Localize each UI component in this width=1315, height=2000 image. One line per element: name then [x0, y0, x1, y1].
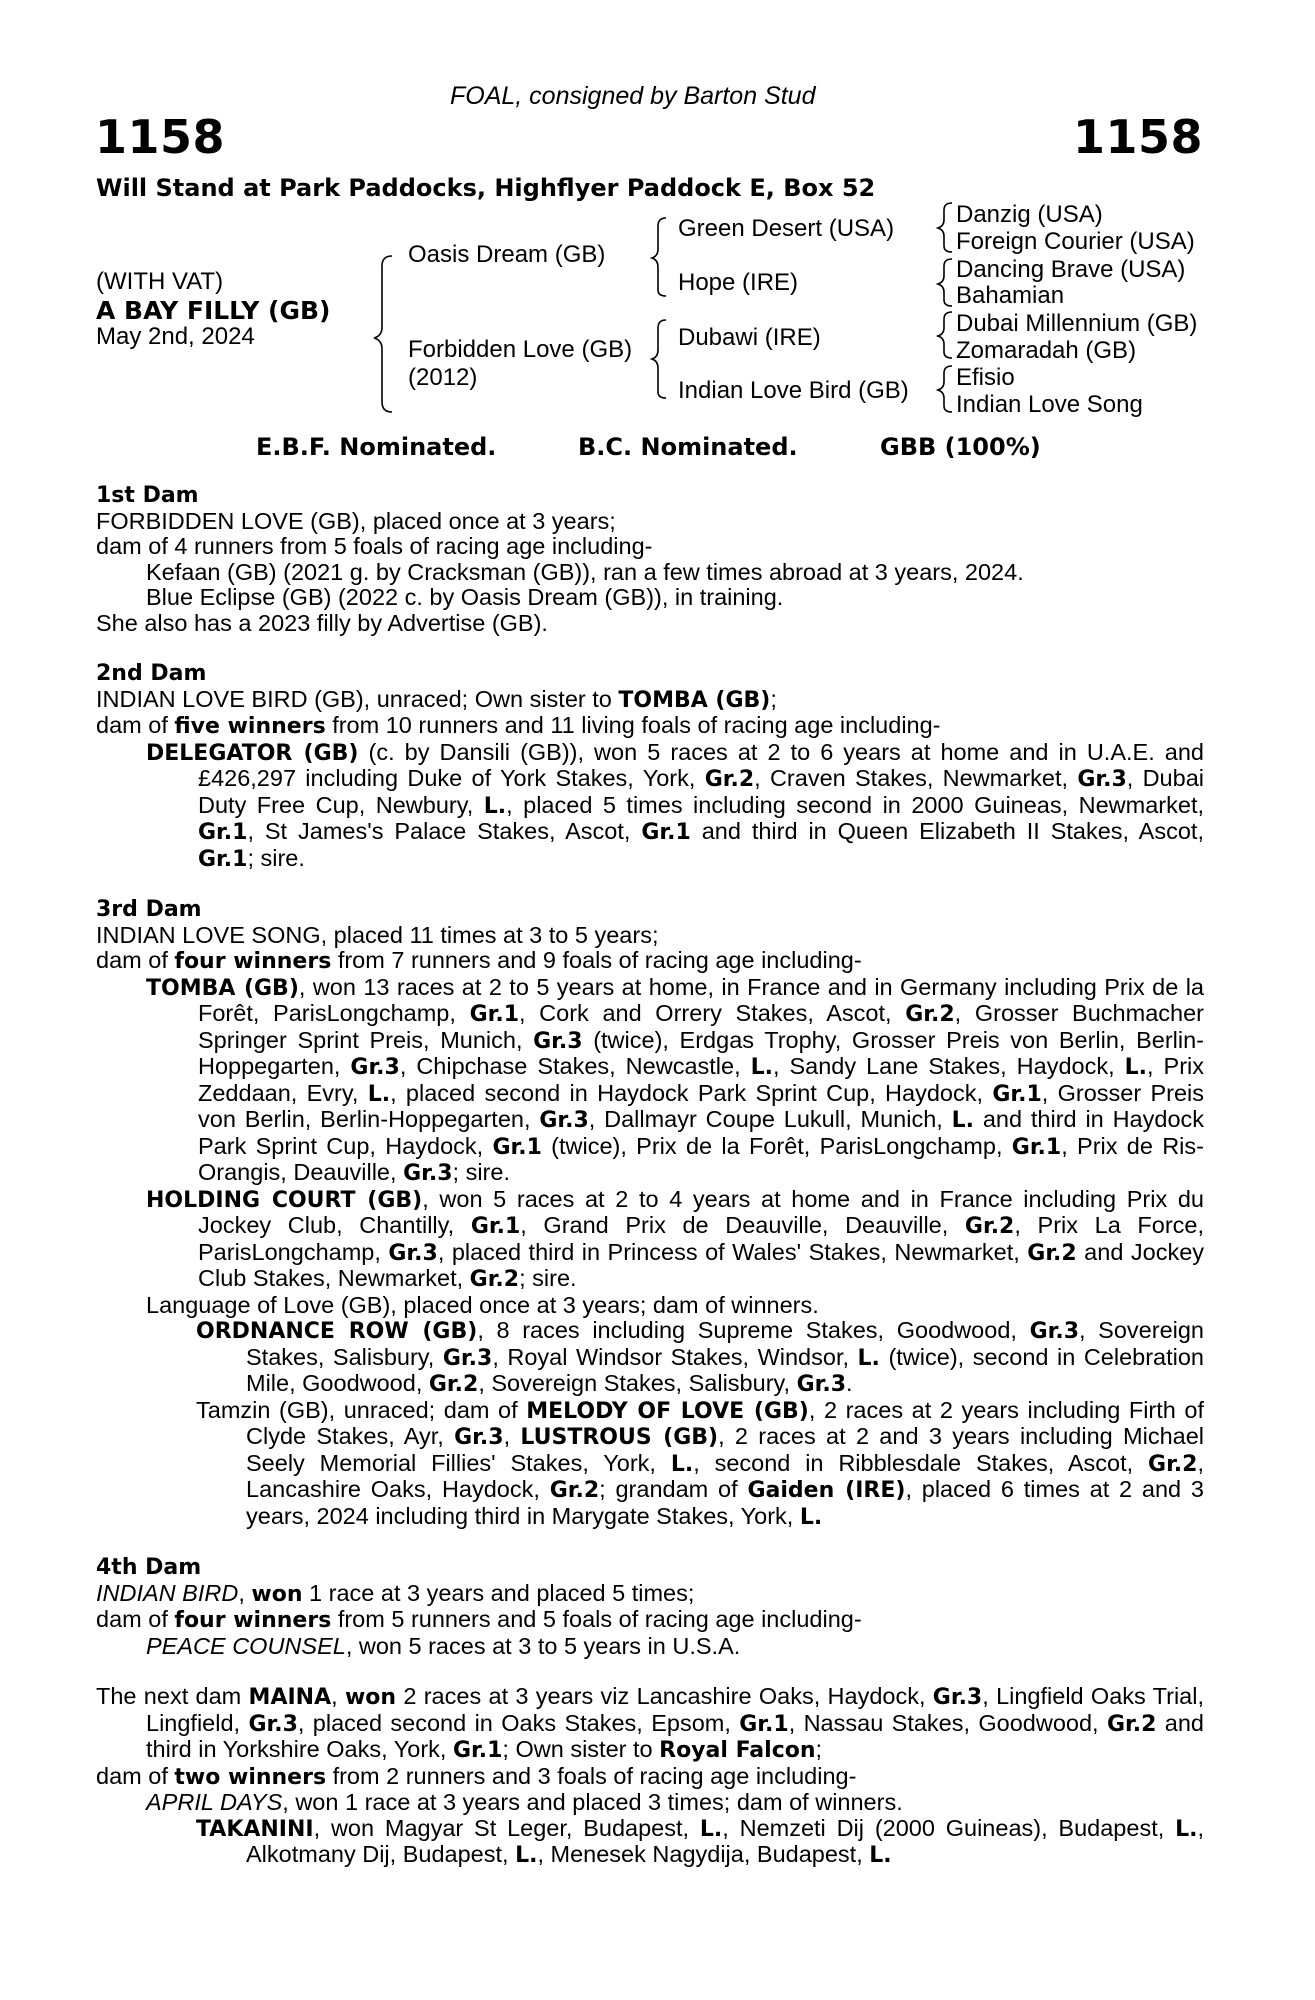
fourth-dam-produce: dam of four winners from 5 runners and 5 foals of racing age including-: [96, 1606, 862, 1633]
bc-nomination: B.C. Nominated.: [578, 433, 798, 461]
gbb-rating: GBB (100%): [880, 433, 1041, 461]
pedigree-gg1: Danzig (USA): [956, 201, 1103, 228]
second-dam-intro: INDIAN LOVE BIRD (GB), unraced; Own sister to TOMBA (GB);: [96, 685, 777, 713]
second-dam-section: [96, 661, 1204, 872]
pedigree-dam-sire: Dubawi (IRE): [678, 324, 821, 351]
first-dam-intro: FORBIDDEN LOVE (GB), placed once at 3 years;: [96, 507, 616, 534]
takanini-entry: TAKANINI, won Magyar St Leger, Budapest, L., Nemzeti Dij (2000 Guineas), Budapest, L., Alkotmany Dij, Budapest, L., Menesek Nagydija, Budapest, L.: [196, 1814, 1204, 1868]
pedigree-sire: Oasis Dream (GB): [408, 241, 606, 268]
pedigree-gg8: Indian Love Song: [956, 391, 1143, 418]
stand-location: Will Stand at Park Paddocks, Highflyer Paddock E, Box 52: [96, 174, 876, 202]
first-dam-produce: dam of 4 runners from 5 foals of racing age including-: [96, 533, 653, 559]
third-dam-section: [96, 897, 1204, 1530]
fourth-dam-section: [96, 1555, 1204, 1659]
ebf-nomination: E.B.F. Nominated.: [256, 433, 497, 461]
pedigree-gg5: Dubai Millennium (GB): [956, 310, 1198, 337]
lot-number-left: 1158: [95, 110, 226, 164]
tamzin-entry: Tamzin (GB), unraced; dam of MELODY OF LOVE (GB), 2 races at 2 years including Firth of Clyde Stakes, Ayr, Gr.3, LUSTROUS (GB), 2 races at 2 and 3 years including Michael Seely Memorial Fillies' Stakes, York, L., second in Ribblesdale Stakes, Ascot, Gr.2, Lancashire Oaks, Haydock, Gr.2; grandam of Gaiden (IRE), placed 6 times at 2 and 3 years, 2024 including third in Marygate Stakes, York, L.: [196, 1396, 1205, 1530]
pedigree-sire-sire: Green Desert (USA): [678, 215, 895, 242]
third-dam-heading: 3rd Dam: [96, 897, 202, 922]
pedigree-gg6: Zomaradah (GB): [956, 337, 1137, 364]
foaling-date: May 2nd, 2024: [96, 323, 255, 350]
next-dam-section: [96, 1684, 1204, 1869]
pedigree-braces: [0, 0, 1315, 440]
vat-status: (WITH VAT): [96, 268, 224, 295]
first-dam-also: She also has a 2023 filly by Advertise (GB).: [96, 609, 548, 636]
third-dam-produce: dam of four winners from 7 runners and 9 foals of racing age including-: [96, 947, 862, 974]
ordnance-row-entry: ORDNANCE ROW (GB), 8 races including Supreme Stakes, Goodwood, Gr.3, Sovereign Stakes, Salisbury, Gr.3, Royal Windsor Stakes, Windsor, L. (twice), second in Celebration Mile, Goodwood, Gr.2, Sovereign Stakes, Salisbury, Gr.3.: [196, 1317, 1205, 1397]
tomba-entry: TOMBA (GB), won 13 races at 2 to 5 years at home, in France and in Germany including Prix de la Forêt, ParisLongchamp, Gr.1, Cork and Orrery Stakes, Ascot, Gr.2, Grosser Buchmacher Springer Sprint Preis, Munich, Gr.3 (twice), Erdgas Trophy, Grosser Preis von Berlin, Berlin-Hoppegarten, Gr.3, Chipchase Stakes, Newcastle, L., Sandy Lane Stakes, Haydock, L., Prix Zeddaan, Evry, L., placed second in Haydock Park Sprint Cup, Haydock, Gr.1, Grosser Preis von Berlin, Berlin-Hoppegarten, Gr.3, Dallmayr Coupe Lukull, Munich, L. and third in Haydock Park Sprint Cup, Haydock, Gr.1 (twice), Prix de la Forêt, ParisLongchamp, Gr.1, Prix de Ris-Orangis, Deauville, Gr.3; sire.: [146, 973, 1205, 1186]
third-dam-intro: INDIAN LOVE SONG, placed 11 times at 3 to 5 years;: [96, 921, 659, 948]
pedigree-dam-year: (2012): [408, 364, 478, 391]
second-dam-heading: 2nd Dam: [96, 661, 207, 686]
first-dam-heading: 1st Dam: [96, 483, 199, 508]
pedigree-dam: Forbidden Love (GB): [408, 336, 633, 363]
pedigree-gg4: Bahamian: [956, 282, 1065, 309]
pedigree-gg7: Efisio: [956, 364, 1015, 391]
holding-court-entry: HOLDING COURT (GB), won 5 races at 2 to 4 years at home and in France including Prix du Jockey Club, Chantilly, Gr.1, Grand Prix de Deauville, Deauville, Gr.2, Prix La Force, ParisLongchamp, Gr.3, placed third in Princess of Wales' Stakes, Newmarket, Gr.2 and Jockey Club Stakes, Newmarket, Gr.2; sire.: [146, 1185, 1205, 1292]
second-dam-produce: dam of five winners from 10 runners and 11 living foals of racing age including-: [96, 712, 941, 739]
pedigree-gg3: Dancing Brave (USA): [956, 256, 1186, 283]
delegator-entry: DELEGATOR (GB) (c. by Dansili (GB)), won 5 races at 2 to 6 years at home and in U.A.E. and £426,297 including Duke of York Stakes, York, Gr.2, Craven Stakes, Newmarket, Gr.3, Dubai Duty Free Cup, Newbury, L., placed 5 times including second in 2000 Guineas, Newmarket, Gr.1, St James's Palace Stakes, Ascot, Gr.1 and third in Queen Elizabeth II Stakes, Ascot, Gr.1; sire.: [146, 738, 1205, 872]
lot-number-right: 1158: [1072, 110, 1203, 164]
april-days-entry: APRIL DAYS, won 1 race at 3 years and placed 3 times; dam of winners.: [146, 1789, 903, 1815]
first-dam-foal-2: Blue Eclipse (GB) (2022 c. by Oasis Dream (GB)), in training.: [146, 584, 784, 610]
consignor-line: FOAL, consigned by Barton Stud: [450, 82, 816, 110]
catalogue-body: [96, 483, 1204, 1869]
fourth-dam-heading: 4th Dam: [96, 1555, 202, 1580]
first-dam-foal-1: Kefaan (GB) (2021 g. by Cracksman (GB)), ran a few times abroad at 3 years, 2024.: [146, 558, 1024, 585]
pedigree-dam-dam: Indian Love Bird (GB): [678, 377, 909, 404]
peace-counsel-entry: PEACE COUNSEL, won 5 races at 3 to 5 years in U.S.A.: [146, 1632, 741, 1659]
first-dam-section: [96, 483, 1204, 636]
next-dam-produce: dam of two winners from 2 runners and 3 foals of racing age including-: [96, 1762, 857, 1790]
horse-name: A BAY FILLY (GB): [96, 296, 331, 325]
fourth-dam-intro: INDIAN BIRD, won 1 race at 3 years and placed 5 times;: [96, 1579, 695, 1607]
language-of-love-entry: Language of Love (GB), placed once at 3 years; dam of winners.: [146, 1291, 819, 1318]
next-dam-intro: The next dam MAINA, won 2 races at 3 years viz Lancashire Oaks, Haydock, Gr.3, Lingfield Oaks Trial, Lingfield, Gr.3, placed second in Oaks Stakes, Epsom, Gr.1, Nassau Stakes, Goodwood, Gr.2 and third in Yorkshire Oaks, York, Gr.1; Own sister to Royal Falcon;: [96, 1683, 1204, 1763]
pedigree-gg2: Foreign Courier (USA): [956, 228, 1195, 255]
pedigree-sire-dam: Hope (IRE): [678, 269, 799, 296]
